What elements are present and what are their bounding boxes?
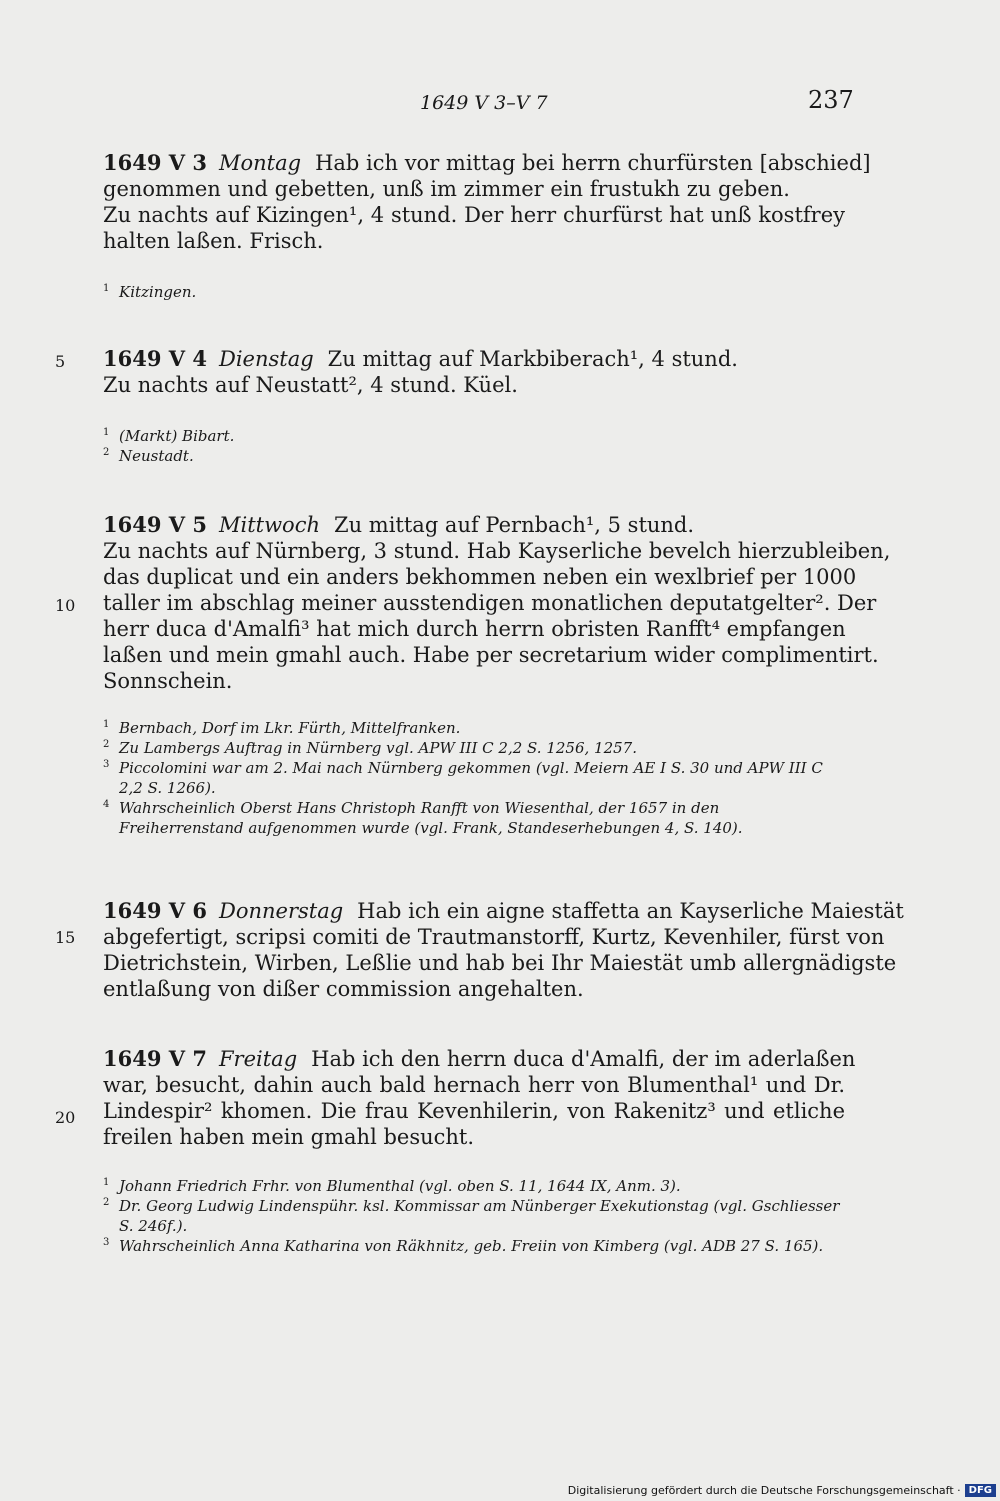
entry-line: das duplicat und ein anders bekhommen neben ein wexlbrief per 1000 xyxy=(103,565,857,589)
diary-entry xyxy=(103,346,845,398)
entry-date: 1649 V 7 xyxy=(103,1046,207,1071)
funding-text: Digitalisierung gefördert durch die Deutsche Forschungsgemeinschaft · xyxy=(567,1484,961,1497)
line-number: 5 xyxy=(55,352,66,371)
running-title: 1649 V 3–V 7 xyxy=(420,92,548,114)
footnote: 1 Kitzingen. xyxy=(103,283,197,301)
diary-entry xyxy=(103,150,871,254)
footnote: 1 (Markt) Bibart. xyxy=(103,427,235,445)
entry-line: herr duca d'Amalfi³ hat mich durch herrn obristen Ranfft⁴ empfangen xyxy=(103,617,846,641)
entry-line: Hab ich den herrn duca d'Amalfi, der im aderlaßen xyxy=(311,1047,856,1071)
funding-footer xyxy=(568,1484,996,1497)
page-number: 237 xyxy=(808,86,854,114)
entry-line: Zu mittag auf Pernbach¹, 5 stund. xyxy=(334,513,695,537)
diary-entry xyxy=(103,898,904,1002)
entry-line: Zu nachts auf Neustatt², 4 stund. Küel. xyxy=(103,373,518,397)
entry-date: 1649 V 3 xyxy=(103,150,207,175)
footnote: 2 Neustadt. xyxy=(103,447,194,465)
footnote: 1 Johann Friedrich Frhr. von Blumenthal (vgl. oben S. 11, 1644 IX, Anm. 3). xyxy=(103,1177,681,1195)
footnote: 1 Bernbach, Dorf im Lkr. Fürth, Mittelfranken. xyxy=(103,719,461,737)
entry-day: Dienstag xyxy=(218,347,314,371)
entry-line: halten laßen. Frisch. xyxy=(103,229,324,253)
footnote: 2 Zu Lambergs Auftrag in Nürnberg vgl. APW III C 2,2 S. 1256, 1257. xyxy=(103,739,637,757)
line-number: 15 xyxy=(55,928,76,947)
entry-line: Zu nachts auf Kizingen¹, 4 stund. Der herr churfürst hat unß kostfrey xyxy=(103,203,845,227)
footnotes xyxy=(103,1176,845,1256)
footnotes xyxy=(103,282,845,302)
entry-line: freilen haben mein gmahl besucht. xyxy=(103,1125,475,1149)
entry-day: Freitag xyxy=(218,1047,298,1071)
entry-line: genommen und gebetten, unß im zimmer ein frustukh zu geben. xyxy=(103,177,790,201)
diary-entry xyxy=(103,512,891,694)
entry-date: 1649 V 4 xyxy=(103,346,207,371)
footnote: 4 Wahrscheinlich Oberst Hans Christoph Ranfft von Wiesenthal, der 1657 in den Freiherrenstand aufgenommen wurde (vgl. Frank, Standeserhebungen 4, S. 140). xyxy=(103,799,743,837)
entry-line: laßen und mein gmahl auch. Habe per secretarium wider complimentirt. xyxy=(103,643,879,667)
footnotes xyxy=(103,718,845,838)
entry-line: taller im abschlag meiner ausstendigen monatlichen deputatgelter². Der xyxy=(103,591,877,615)
entry-day: Donnerstag xyxy=(218,899,344,923)
entry-line: Hab ich ein aigne staffetta an Kayserliche Maiestät xyxy=(357,899,904,923)
footnote: 3 Piccolomini war am 2. Mai nach Nürnberg gekommen (vgl. Meiern AE I S. 30 und APW III C 2,2 S. 1266). xyxy=(103,759,823,797)
entry-line: Hab ich vor mittag bei herrn churfürsten [abschied] xyxy=(315,151,871,175)
footnote: 2 Dr. Georg Ludwig Lindenspühr. ksl. Kommissar am Nünberger Exekutionstag (vgl. Gschliesser S. 246f.). xyxy=(103,1197,840,1235)
diary-entry xyxy=(103,1046,856,1150)
entry-line: Zu mittag auf Markbiberach¹, 4 stund. xyxy=(327,347,738,371)
entry-line: Zu nachts auf Nürnberg, 3 stund. Hab Kayserliche bevelch hierzubleiben, xyxy=(103,539,891,563)
line-number: 10 xyxy=(55,596,76,615)
entry-line: Dietrichstein, Wirben, Leßlie und hab bei Ihr Maiestät umb allergnädigste xyxy=(103,951,897,975)
dfg-logo: DFG xyxy=(965,1484,996,1497)
entry-line: abgefertigt, scripsi comiti de Trautmanstorff, Kurtz, Kevenhiler, fürst von xyxy=(103,925,885,949)
entry-day: Montag xyxy=(218,151,302,175)
entry-day: Mittwoch xyxy=(218,513,320,537)
line-number: 20 xyxy=(55,1108,76,1127)
entry-date: 1649 V 5 xyxy=(103,512,207,537)
entry-line: war, besucht, dahin auch bald hernach herr von Blumenthal¹ und Dr. xyxy=(103,1073,845,1097)
entry-line: entlaßung von dißer commission angehalten. xyxy=(103,977,584,1001)
entry-line: Sonnschein. xyxy=(103,669,233,693)
footnote: 3 Wahrscheinlich Anna Katharina von Räkhnitz, geb. Freiin von Kimberg (vgl. ADB 27 S. 165). xyxy=(103,1237,824,1255)
footnotes xyxy=(103,426,845,466)
entry-date: 1649 V 6 xyxy=(103,898,207,923)
entry-line: Lindespir² khomen. Die frau Kevenhilerin, von Rakenitz³ und etliche xyxy=(103,1099,845,1123)
